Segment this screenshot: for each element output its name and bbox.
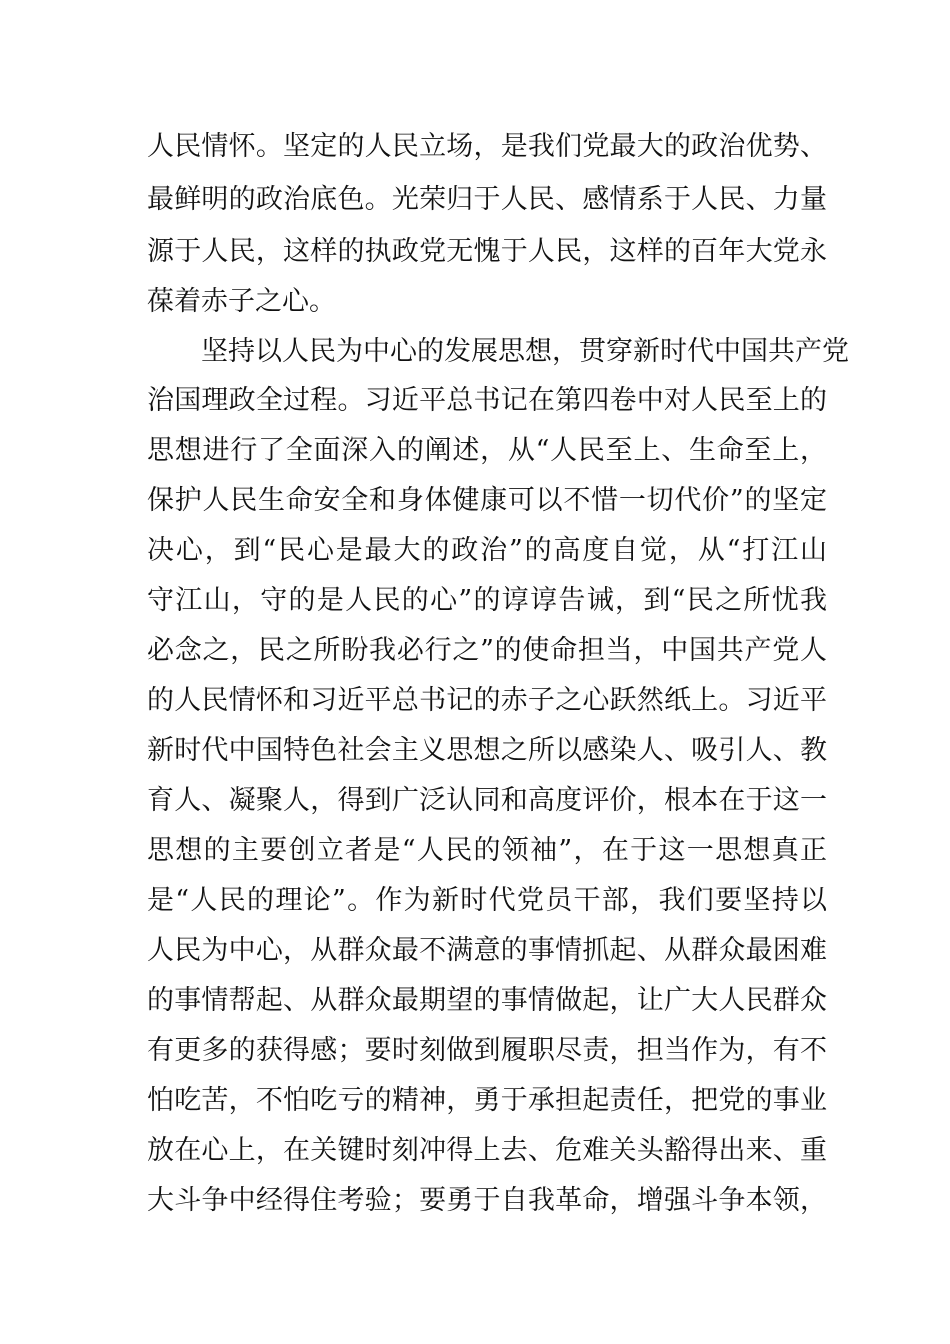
text-line-10: 守江山，守的是人民的心”的谆谆告诫，到“民之所忧我 (147, 585, 827, 616)
text-line-4: 葆着赤子之心。 (147, 286, 336, 317)
text-line-19: 有更多的获得感；要时刻做到履职尽责，担当作为，有不 (147, 1035, 827, 1066)
text-line-6: 治国理政全过程。习近平总书记在第四卷中对人民至上的 (147, 385, 827, 416)
text-line-17: 人民为中心，从群众最不满意的事情抓起、从群众最困难 (147, 935, 827, 966)
text-line-8: 保护人民生命安全和身体健康可以不惜一切代价”的坚定 (147, 485, 827, 516)
text-line-7: 思想进行了全面深入的阐述，从“人民至上、生命至上， (147, 435, 827, 466)
text-line-5: 坚持以人民为中心的发展思想，贯穿新时代中国共产党 (147, 336, 849, 367)
text-line-9: 决心，到“民心是最大的政治”的高度自觉，从“打江山 (147, 535, 827, 566)
text-line-16: 是“人民的理论”。作为新时代党员干部，我们要坚持以 (147, 885, 827, 916)
text-line-22: 大斗争中经得住考验；要勇于自我革命，增强斗争本领， (147, 1185, 827, 1216)
text-line-14: 育人、凝聚人，得到广泛认同和高度评价，根本在于这一 (147, 785, 827, 816)
text-line-12: 的人民情怀和习近平总书记的赤子之心跃然纸上。习近平 (147, 685, 827, 716)
text-line-11: 必念之，民之所盼我必行之”的使命担当，中国共产党人 (147, 635, 827, 666)
text-line-13: 新时代中国特色社会主义思想之所以感染人、吸引人、教 (147, 735, 827, 766)
text-line-2: 最鲜明的政治底色。光荣归于人民、感情系于人民、力量 (147, 184, 827, 215)
text-line-21: 放在心上，在关键时刻冲得上去、危难关头豁得出来、重 (147, 1135, 827, 1166)
text-line-15: 思想的主要创立者是“人民的领袖”，在于这一思想真正 (147, 835, 827, 866)
text-line-20: 怕吃苦，不怕吃亏的精神，勇于承担起责任，把党的事业 (147, 1085, 827, 1116)
text-line-1: 人民情怀。坚定的人民立场，是我们党最大的政治优势、 (147, 131, 827, 162)
text-line-3: 源于人民，这样的执政党无愧于人民，这样的百年大党永 (147, 236, 827, 267)
text-line-18: 的事情帮起、从群众最期望的事情做起，让广大人民群众 (147, 985, 827, 1016)
